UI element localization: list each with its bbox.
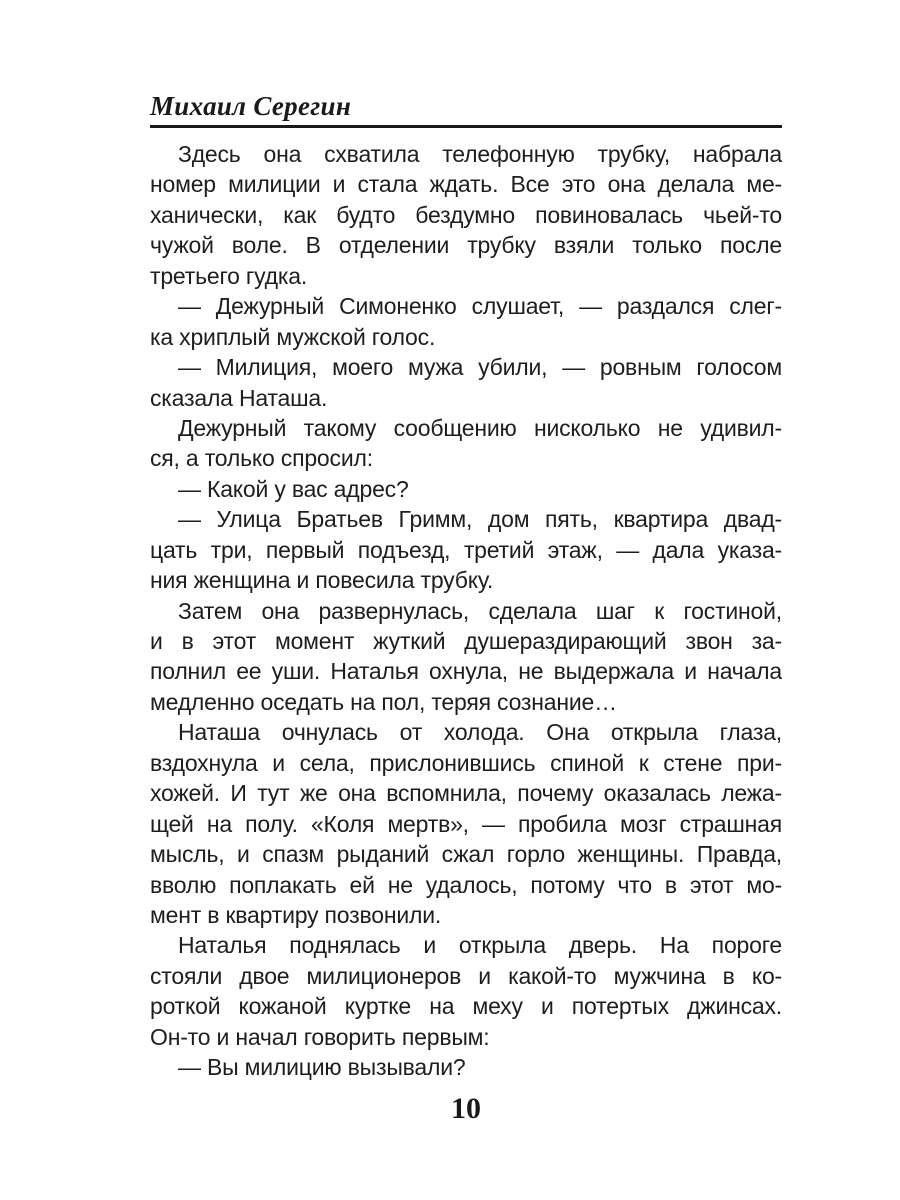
text-line: хожей. И тут же она вспомнила, почему оказалась лежа- bbox=[150, 780, 782, 807]
text-line: мысль, и спазм рыданий сжал горло женщины. Правда, bbox=[150, 841, 782, 868]
text-line: полнил ее уши. Наталья охнула, не выдержала и начала bbox=[150, 658, 782, 685]
text-line: — Дежурный Симоненко слушает, — раздался слег- bbox=[178, 293, 782, 320]
text-line: Он-то и начал говорить первым: bbox=[150, 1023, 490, 1050]
page-content bbox=[150, 92, 782, 1127]
text-line: медленно оседать на пол, теряя сознание… bbox=[150, 688, 617, 715]
text-line: — Какой у вас адрес? bbox=[178, 475, 409, 502]
text-line: мент в квартиру позвонили. bbox=[150, 901, 442, 928]
text-line: стояли двое милиционеров и какой-то мужчина в ко- bbox=[150, 962, 782, 989]
text-line: щей на полу. «Коля мертв», — пробила мозг страшная bbox=[150, 810, 782, 837]
text-line: ханически, как будто бездумно повиновалась чьей-то bbox=[150, 201, 782, 228]
body-text bbox=[150, 139, 782, 1083]
text-line: ся, а только спросил: bbox=[150, 445, 373, 472]
text-line: третьего гудка. bbox=[150, 262, 308, 289]
text-line: ка хриплый мужской голос. bbox=[150, 323, 436, 350]
running-header bbox=[150, 92, 782, 128]
page-number: 10 bbox=[451, 1091, 481, 1125]
text-line: и в этот момент жуткий душераздирающий звон за- bbox=[150, 628, 782, 654]
text-line: номер милиции и стала ждать. Все это она делала ме- bbox=[150, 171, 782, 198]
text-line: вволю поплакать ей не удалось, потому что в этот мо- bbox=[150, 871, 782, 898]
text-line: вздохнула и села, прислонившись спиной к стене при- bbox=[150, 749, 782, 776]
text-line: — Улица Братьев Гримм, дом пять, квартира двад- bbox=[178, 506, 782, 533]
text-line: Наталья поднялась и открыла дверь. На пороге bbox=[178, 932, 782, 959]
text-line: Наташа очнулась от холода. Она открыла глаза, bbox=[178, 719, 782, 746]
text-line: цать три, первый подъезд, третий этаж, — дала указа- bbox=[150, 536, 782, 563]
author-name: Михаил Серегин bbox=[150, 91, 352, 121]
text-line: ния женщина и повесила трубку. bbox=[150, 567, 494, 594]
text-line: Дежурный такому сообщению нисколько не удивил- bbox=[178, 414, 782, 441]
text-line: Затем она развернулась, сделала шаг к гостиной, bbox=[178, 597, 782, 624]
text-line: — Вы милицию вызывали? bbox=[178, 1054, 466, 1081]
header-rule bbox=[150, 125, 782, 128]
text-line: Здесь она схватила телефонную трубку, набрала bbox=[178, 141, 782, 167]
text-line: роткой кожаной куртке на меху и потертых джинсах. bbox=[150, 993, 782, 1020]
text-line: чужой воле. В отделении трубку взяли только после bbox=[150, 232, 782, 259]
text-line: сказала Наташа. bbox=[150, 384, 328, 411]
text-line: — Милиция, моего мужа убили, — ровным голосом bbox=[178, 354, 782, 381]
